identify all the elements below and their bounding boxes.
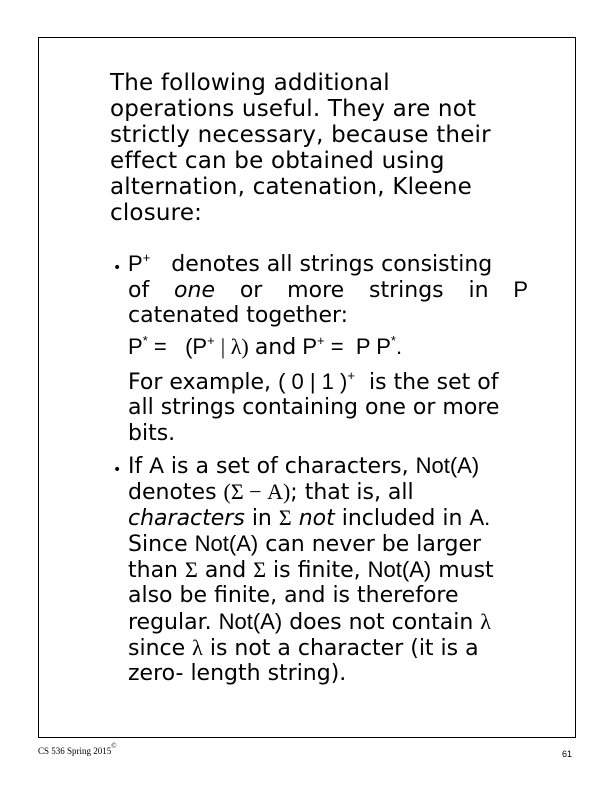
intro-line: strictly necessary, because their <box>110 122 491 148</box>
page-number: 61 <box>562 749 573 759</box>
copyright-icon: © <box>111 742 117 750</box>
bullet-1-mark: • <box>113 260 122 276</box>
bullet-2-line-1: If A is a set of characters, Not(A) <box>128 453 480 479</box>
intro-paragraph <box>110 70 530 226</box>
bullet-1-line-1: P+ denotes all strings consisting <box>128 250 493 277</box>
bullet-1-line-7: bits. <box>128 421 176 446</box>
bullet-1-line-3: catenated together: <box>128 303 349 328</box>
bullet-2-line-2: denotes (Σ − A); that is, all <box>128 479 414 505</box>
intro-line: The following additional <box>110 70 390 96</box>
bullet-2-line-6: also be finite, and is therefore <box>128 583 459 608</box>
bullet-2-line-3: characters in Σ not included in A. <box>128 505 491 531</box>
bullet-2-line-4: Since Not(A) can never be larger <box>128 531 482 557</box>
bullet-1-line-2: of one or more strings in P <box>128 277 529 303</box>
bullet-1-example: For example, ( 0 | 1 )+ is the set of <box>128 368 499 395</box>
bullet-1-line-6: all strings containing one or more <box>128 395 500 420</box>
intro-line: alternation, catenation, Kleene <box>110 174 473 200</box>
bullet-2-line-9: zero- length string). <box>128 661 347 686</box>
intro-line: closure: <box>110 200 203 226</box>
bullet-1-formula: P* = (P+ | λ) and P+ = P P*. <box>128 333 403 360</box>
footer-course: CS 536 Spring 2015© <box>38 742 117 756</box>
bullet-2-line-7: regular. Not(A) does not contain λ <box>128 609 491 635</box>
intro-line: effect can be obtained using <box>110 148 445 174</box>
bullet-2-line-5: than Σ and Σ is finite, Not(A) must <box>128 557 494 583</box>
bullet-2-line-8: since λ is not a character (it is a <box>128 635 479 661</box>
intro-line: operations useful. They are not <box>110 96 477 122</box>
bullet-2-mark: • <box>113 462 122 478</box>
